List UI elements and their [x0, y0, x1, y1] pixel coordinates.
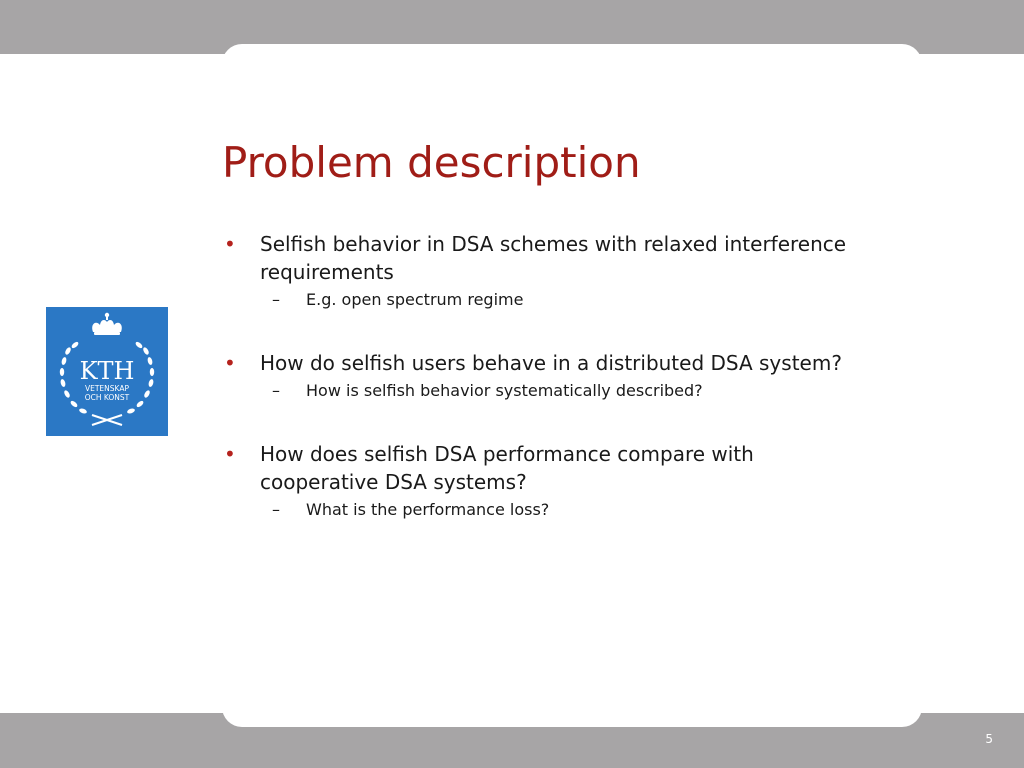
- ribbon-icon: [92, 415, 122, 425]
- bullet-icon: •: [224, 442, 236, 466]
- list-item: [222, 440, 862, 521]
- bullet-icon: •: [224, 232, 236, 256]
- logo-line2-text: OCH KONST: [84, 393, 130, 402]
- list-item: [222, 230, 862, 311]
- dash-icon: –: [272, 290, 280, 309]
- dash-icon: –: [272, 381, 280, 400]
- slide-title: Problem description: [222, 138, 641, 187]
- bullet-text: How do selfish users behave in a distributed DSA system?: [260, 351, 842, 375]
- logo-kth-text: KTH: [79, 357, 135, 385]
- sub-bullet-text: How is selfish behavior systematically described?: [306, 381, 703, 400]
- dash-icon: –: [272, 500, 280, 519]
- page-number: 5: [985, 732, 993, 746]
- bullet-text: How does selfish DSA performance compare with cooperative DSA systems?: [260, 442, 754, 494]
- sub-bullet-text: What is the performance loss?: [306, 500, 550, 519]
- list-item: [222, 349, 862, 402]
- bullet-icon: •: [224, 351, 236, 375]
- kth-logo-graphic: [46, 307, 168, 436]
- bullet-text: Selfish behavior in DSA schemes with relaxed interference requirements: [260, 232, 847, 284]
- bullet-list: [222, 230, 862, 521]
- sub-bullet-text: E.g. open spectrum regime: [306, 290, 524, 309]
- logo-line1-text: VETENSKAP: [84, 384, 130, 393]
- kth-logo: [46, 307, 168, 436]
- crown-icon: [92, 313, 122, 335]
